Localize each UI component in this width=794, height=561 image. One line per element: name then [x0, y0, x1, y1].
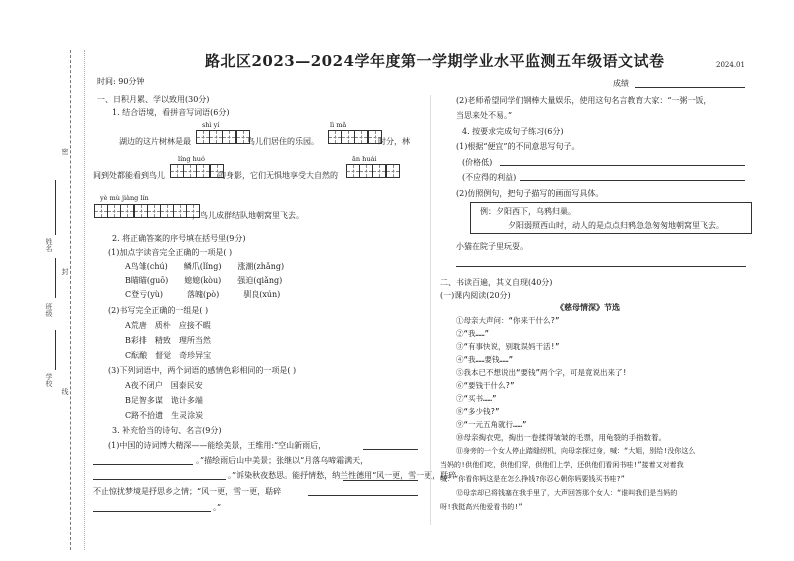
passage-para-7: ⑦“买书……”: [456, 394, 497, 403]
q2-3-option-b: B足智多谋 诡计多端: [125, 396, 203, 405]
seal-mark-1: 密: [61, 148, 69, 155]
q2-2-option-a: A荒唐 质朴 应接不暇: [125, 321, 211, 330]
q3-blank-5[interactable]: [308, 495, 418, 496]
r-q3-2: (2)老师希望同学们钢棒大量娱乐，使用这句名言教育大家：“一粥一饭，: [456, 96, 712, 105]
binding-line: [70, 50, 71, 550]
passage-para-12b: 呀!我挺高兴他爱看书的!”: [440, 503, 523, 511]
q1-grid-1[interactable]: [196, 130, 249, 144]
class-field[interactable]: [55, 258, 56, 298]
score-field[interactable]: [635, 87, 745, 88]
q1-text-6: ，鸟儿成群结队地朝窝里飞去。: [192, 211, 304, 220]
passage-para-11b: 当妈的!供他们吃，供他们穿，供他们上学，还供他们看闲书哇!”接着又对着我: [440, 461, 684, 469]
q2-3-option-a: A夜不闭户 国泰民安: [125, 381, 203, 390]
passage-para-10: ⑩母亲掏衣兜，掏出一卷揉得皱皱的毛票，用龟裂的手指数着。: [456, 433, 666, 442]
q3-blank-6[interactable]: [93, 511, 211, 512]
q1-pinyin-1: shì yí: [202, 121, 220, 129]
q3-blank-1[interactable]: [363, 449, 418, 450]
q4-heading: 4. 按要求完成句子练习(6分): [462, 127, 564, 136]
q2-3-option-c: C路不拾遗 生灵涂炭: [125, 411, 204, 420]
q2-2-option-b: B彩排 精致 理所当然: [125, 336, 211, 345]
q3-line-5: 。”: [213, 503, 222, 512]
q3-blank-2[interactable]: [93, 464, 193, 465]
q3-line-4: 不止惊扰梦境是抒思乡之情；“风一更，雪一更，聒碎: [93, 487, 282, 496]
passage-para-2: ②“我……”: [456, 329, 490, 338]
r-q3-2-cont: 当思来处不易。”: [456, 111, 513, 120]
school-field[interactable]: [55, 330, 56, 370]
q1-text-3: 时分，林: [378, 137, 410, 146]
passage-para-9: ⑨“一元五角就行……”: [456, 420, 527, 429]
q1-grid-3[interactable]: [170, 164, 223, 178]
q4-2-stem: (2)仿照例句，把句子描写的画面写具体。: [456, 189, 604, 198]
passage-para-11c: 喊：“你看你妈这是在怎么挣钱?你忍心朝你妈要钱买书哇?”: [440, 475, 625, 483]
passage-para-6: ⑥“要钱干什么?”: [456, 381, 515, 390]
passage-title: 《慈母情深》节选: [556, 302, 620, 312]
section-1-heading: 一、日积月累、学以致用(30分): [97, 95, 210, 104]
q2-2-option-c: C酝酿 督觉 奇珍异宝: [125, 351, 212, 360]
q1-pinyin-2: lì mǎ: [330, 121, 347, 129]
name-field[interactable]: [55, 180, 56, 235]
binding-line-inner: [84, 50, 85, 550]
q4-1-b-label: (不应得的利益): [462, 173, 517, 182]
q3-blank-3[interactable]: [93, 479, 226, 480]
q4-1-a-label: (价格低): [462, 158, 493, 167]
q3-line-2: 。”描绘雨后山中美景；张继以“月落乌啼霜满天，: [196, 456, 369, 465]
q3-line-3: 。”诉染秋夜愁思。能抒情愁，纳兰性德用“风一更，雪一更，聒碎: [228, 471, 457, 480]
name-label: 姓名: [45, 238, 53, 252]
q4-1-a-field[interactable]: [500, 165, 745, 166]
q2-3-stem: (3)下列词语中，两个词语的感情色彩相同的一项是( ): [108, 366, 297, 375]
class-label: 班级: [45, 303, 53, 317]
subsection-1: (一)课内阅读(20分): [440, 291, 511, 300]
example-line-2: 夕阳弱照西山时，动人的是点点归鸦急急匆匆地朝窝里飞去。: [508, 221, 724, 230]
q2-1-option-b: B瞄瞄(guō) 媳媳(kòu) 强迫(qiǎng): [125, 276, 283, 285]
q1-text-5: 的身影，它们无惧地享受大自然的: [218, 171, 338, 180]
time-label: 时间: 90分钟: [97, 77, 145, 86]
q1-text-1: 湖边的这片树林是最: [119, 137, 191, 146]
q1-text-2: 鸟儿们居住的乐园。: [247, 137, 319, 146]
q1-grid-2[interactable]: [328, 130, 381, 144]
example-line-1: 例：夕阳西下，乌鸦归巢。: [480, 207, 576, 216]
q3-line-1: (1)中国的诗词博大精深——能绘美景，王维用:“空山新雨后，: [108, 441, 327, 450]
school-label: 学校: [45, 373, 53, 387]
seal-mark-2: 封: [61, 268, 69, 275]
q1-heading: 1. 结合语境，看拼音写词语(6分): [112, 108, 230, 117]
q2-2-stem: (2)书写完全正确的一组是( ): [108, 306, 209, 315]
q1-pinyin-3: líng huó: [178, 155, 205, 163]
q2-1-option-a: A鸟雏(chú) 鳞爪(lǐng) 涨潮(zhǎng): [125, 262, 285, 271]
q2-heading: 2. 将正确答案的序号填在括号里(9分): [112, 234, 246, 243]
q4-2-sentence: 小猫在院子里玩耍。: [456, 242, 528, 251]
q4-2-field-1[interactable]: [456, 266, 746, 267]
passage-para-4: ④“我……要钱……”: [456, 355, 514, 364]
q1-pinyin-5: yè mù jiàng lín: [100, 194, 149, 202]
score-label: 成绩: [613, 79, 629, 88]
passage-para-1: ①母亲大声问：“你来干什么?”: [456, 316, 560, 325]
q1-grid-4[interactable]: [346, 164, 399, 178]
q2-1-stem: (1)加点字读音完全正确的一项是( ): [108, 248, 233, 257]
q4-1-stem: (1)根据“便宜”的不同意思写句子。: [456, 142, 580, 151]
q3-blank-4[interactable]: [343, 480, 418, 481]
passage-para-3: ③“有事快说，别耽误妈干活!”: [456, 342, 560, 351]
q4-1-b-field[interactable]: [520, 180, 745, 181]
q1-text-4: 间到处都能看到鸟儿: [93, 171, 165, 180]
column-divider: [430, 95, 431, 525]
passage-para-11: ⑪身旁的一个女人停止踏缝纫机，向母亲探过身，喊：“大姐，别给!没你这么: [456, 447, 696, 455]
q2-1-option-c: C登亏(yù) 落魄(pò) 驯良(xún): [125, 290, 281, 299]
page-title: 路北区2023—2024学年度第一学期学业水平监测五年级语文试卷: [205, 52, 665, 70]
seal-mark-3: 线: [61, 388, 69, 395]
q1-pinyin-4: ān huái: [352, 155, 377, 163]
passage-para-8: ⑧“多少钱?”: [456, 407, 500, 416]
passage-para-12: ⑫母亲却已将钱塞在我手里了，大声回答那个女人：“谁叫我们是当妈的: [456, 489, 678, 497]
q1-grid-5[interactable]: [94, 204, 200, 218]
exam-date: 2024.01: [716, 61, 745, 69]
section-2-heading: 二、书读百遍，其义自现(40分): [440, 278, 553, 287]
passage-para-5: ⑤我本已不想说出“要钱”两个字，可是竟说出来了!: [456, 368, 628, 377]
q3-heading: 3. 补充恰当的诗句、名言(9分): [112, 426, 222, 435]
